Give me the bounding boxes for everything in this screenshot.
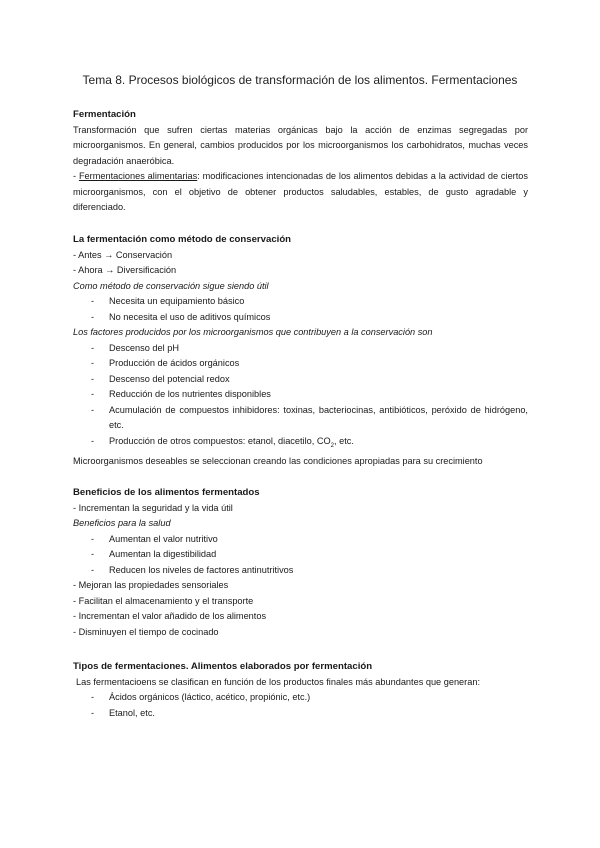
list-item: - Reducción de los nutrientes disponibles (73, 387, 528, 403)
list-metodo (73, 294, 528, 325)
italic-metodo: Como método de conservación sigue siendo útil (73, 280, 269, 291)
line-beneficio: - Facilitan el almacenamiento y el transporte (73, 595, 254, 606)
list-salud (73, 532, 528, 579)
line-beneficio: - Disminuyen el tiempo de cocinado (73, 626, 219, 637)
list-item-otros-compuestos: - Producción de otros compuestos: etanol, diacetilo, $CO_2$, etc. (73, 434, 528, 454)
line-antes: - Antes → Conservación (73, 249, 173, 260)
paragraph-definicion: Transformación que sufren ciertas materias orgánicas bajo la acción de enzimas segregadas por microorganismos. En general, cambios producidos por los microorganismos los carbohidratos, muchas veces degradación anaeróbica. (73, 124, 528, 166)
list-item: - No necesita el uso de aditivos químicos (73, 310, 528, 326)
section-beneficios (73, 485, 528, 640)
heading-conservacion: La fermentación como método de conservación (73, 234, 292, 245)
list-item: - Ácidos orgánicos (láctico, acético, propiónic, etc.) (73, 690, 528, 706)
page-title: Tema 8. Procesos biológicos de transformación de los alimentos. Fermentaciones (82, 73, 518, 87)
line-intro: Las fermentacioens se clasifican en función de los productos finales más abundantes que generan: (76, 676, 480, 687)
section-conservacion (73, 232, 528, 469)
italic-factores: Los factores producidos por los microorganismos que contribuyen a la conservación son (73, 327, 433, 337)
term-fermentaciones-alimentarias: Fermentaciones alimentarias (78, 171, 198, 181)
heading-fermentacion: Fermentación (73, 109, 136, 120)
list-tipos (73, 690, 528, 721)
section-fermentacion (73, 107, 528, 216)
list-item: - Etanol, etc. (73, 706, 528, 722)
dash: - (73, 171, 79, 181)
list-factores (73, 341, 528, 454)
line-beneficio: - Incrementan el valor añadido de los alimentos (73, 611, 267, 621)
list-item: - Descenso del potencial redox (73, 372, 528, 388)
list-item: - Aumentan la digestibilidad (73, 547, 528, 563)
italic-salud: Beneficios para la salud (73, 518, 171, 528)
line-beneficio: - Mejoran las propiedades sensoriales (73, 580, 229, 590)
list-item: - Aumentan el valor nutritivo (73, 532, 528, 548)
list-item: - Acumulación de compuestos inhibidores: toxinas, bacteriocinas, antibióticos, peróxido de hidrógeno, etc. (73, 403, 528, 434)
list-item: - Reducen los niveles de factores antinutritivos (73, 563, 528, 579)
section-tipos (73, 659, 528, 721)
closing-line: Microorganismos deseables se seleccionan creando las condiciones apropiadas para su crecimiento (73, 455, 483, 466)
list-item: - Descenso del pH (73, 341, 528, 357)
list-item: - Producción de ácidos orgánicos (73, 356, 528, 372)
term-definition: : modificaciones intencionadas de los alimentos debidas a la actividad de ciertos microorganismos, con el objetivo de obtener productos saludables, estables, de gusto agradable y diferenciado. (73, 171, 528, 212)
list-item: - Necesita un equipamiento básico (73, 294, 528, 310)
heading-beneficios: Beneficios de los alimentos fermentados (73, 487, 260, 498)
line-ahora: - Ahora → Diversificación (73, 265, 177, 275)
paragraph-fermentaciones-alimentarias (73, 169, 528, 216)
heading-tipos: Tipos de fermentaciones. Alimentos elaborados por fermentación (73, 661, 373, 672)
line-seguridad: - Incrementan la seguridad y la vida útil (73, 502, 233, 513)
